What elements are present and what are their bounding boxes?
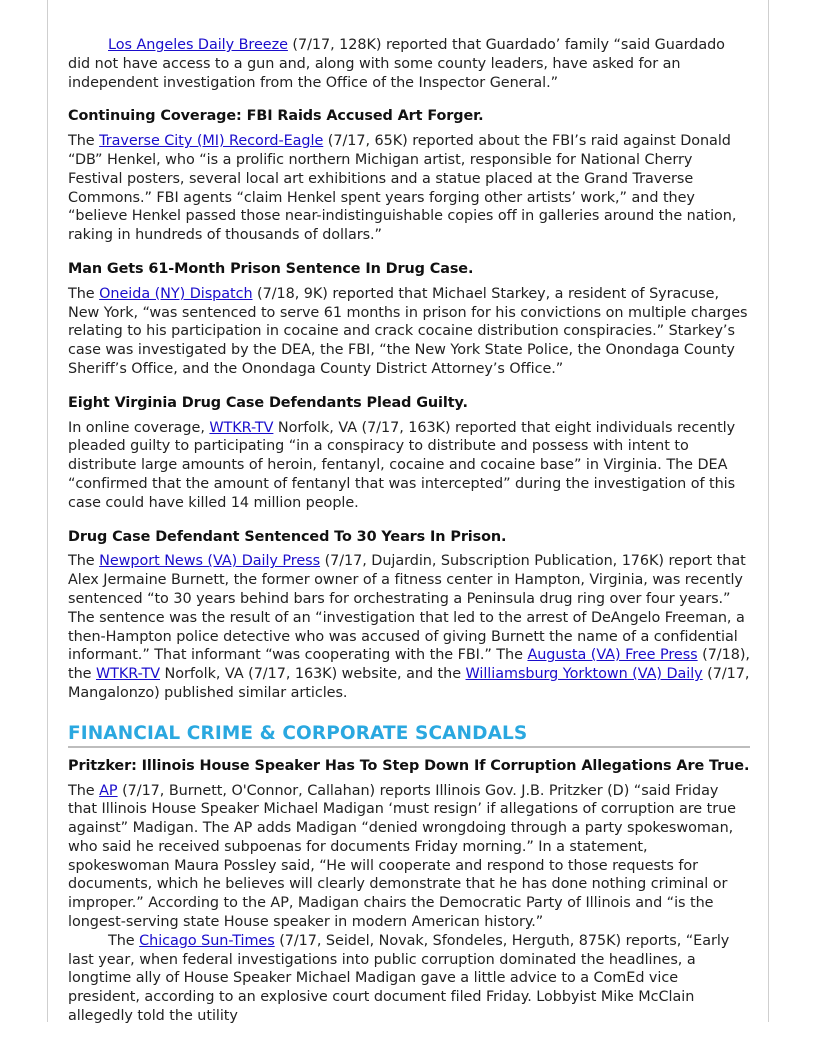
link-traverse-city-record-eagle[interactable]: Traverse City (MI) Record-Eagle — [99, 133, 324, 150]
article-body-continued — [68, 932, 750, 1026]
article-text: (7/17, Seidel, Novak, Sfondeles, Herguth, 875K) reports, “Early last year, when federal investigations into public corruption dominated the headlines, a longtime ally of House Speaker Michael Madigan gave a little advice to a ComEd vice president, according to an explosive court document filed Friday. Lobbyist Mike McClain allegedly told the utility — [68, 932, 730, 1025]
article-text: (7/17, Burnett, O'Connor, Callahan) reports Illinois Gov. J.B. Pritzker (D) “said Friday that Illinois House Speaker Michael Madigan ‘must resign’ if allegations of corruption are true against” Madigan. The AP adds Madigan “denied wrongdoing through a party spokeswoman, who said he received subpoenas for documents Friday morning.” In a statement, spokeswoman Maura Possley said, “He will cooperate and respond to those requests for documents, which he believes will clearly demonstrate that he has done nothing criminal or improper.” According to the AP, Madigan chairs the Democratic Party of Illinois and “is the longest-serving state House speaker in modern American history.” — [68, 782, 736, 931]
article-text: (7/17, Mangalonzo) published similar articles. — [68, 666, 750, 701]
article-title: Drug Case Defendant Sentenced To 30 Years In Prison. — [68, 528, 507, 545]
document-body — [68, 36, 750, 1041]
article-art-forger — [68, 107, 750, 245]
link-wtkr-tv-2[interactable]: WTKR-TV — [96, 666, 161, 683]
article-body — [68, 285, 750, 379]
paragraph-body: (7/17, 128K) reported that Guardado’ family “said Guardado did not have access to a gun and, along with some county leaders, have asked for an independent investigation from the Office of the Inspector General.” — [68, 37, 725, 91]
article-body — [68, 782, 750, 932]
article-title: Eight Virginia Drug Case Defendants Plead Guilty. — [68, 394, 468, 411]
article-lead: In online coverage, — [68, 419, 210, 436]
paragraph-text — [68, 36, 750, 92]
article-title: Continuing Coverage: FBI Raids Accused Art Forger. — [68, 108, 484, 125]
article-text: (7/18), the — [68, 647, 750, 683]
article-lead: The — [68, 553, 100, 570]
link-augusta-free-press[interactable]: Augusta (VA) Free Press — [527, 647, 698, 664]
paragraph-guardado — [68, 36, 750, 92]
article-lead: The — [108, 932, 140, 949]
link-ap[interactable]: AP — [99, 782, 118, 799]
article-title: Pritzker: Illinois House Speaker Has To Step Down If Corruption Allegations Are True. — [68, 757, 750, 774]
link-oneida-dispatch[interactable]: Oneida (NY) Dispatch — [99, 285, 253, 302]
right-margin-rule — [768, 0, 769, 1022]
left-margin-rule — [47, 0, 48, 1022]
link-wtkr-tv[interactable]: WTKR-TV — [209, 419, 274, 436]
article-lead: The — [68, 782, 100, 799]
article-30-years-sentence — [68, 528, 750, 703]
link-williamsburg-yorktown-daily[interactable]: Williamsburg Yorktown (VA) Daily — [465, 666, 703, 683]
article-text: (7/18, 9K) reported that Michael Starkey, a resident of Syracuse, New York, “was sentenced to serve 61 months in prison for his convictions on multiple charges relating to his participation in cocaine and crack cocaine distribution conspiracies.” Starkey’s case was investigated by the DEA, the FBI, “the New York State Police, the Onondaga County Sheriff’s Office, and the Onondaga County District Attorney’s Office.” — [68, 285, 748, 377]
article-text: Norfolk, VA (7/17, 163K) website, and the — [160, 666, 466, 683]
article-body — [68, 132, 750, 245]
link-chicago-sun-times[interactable]: Chicago Sun-Times — [139, 932, 275, 949]
link-los-angeles-daily-breeze[interactable]: Los Angeles Daily Breeze — [108, 37, 288, 53]
article-title: Man Gets 61-Month Prison Sentence In Drug Case. — [68, 260, 474, 277]
section-heading-financial-crime: FINANCIAL CRIME & CORPORATE SCANDALS — [68, 723, 750, 748]
article-pritzker-madigan — [68, 757, 750, 1026]
link-newport-news-daily-press[interactable]: Newport News (VA) Daily Press — [99, 553, 321, 570]
article-virginia-guilty-pleas — [68, 394, 750, 513]
article-body — [68, 419, 750, 513]
article-text: Norfolk, VA (7/17, 163K) reported that eight individuals recently pleaded guilty to participating “in a conspiracy to distribute and possess with intent to distribute large amounts of heroin, fentanyl, cocaine and cocaine base” in Virginia. The DEA “confirmed that the amount of fentanyl that was intercepted” during the investigation of this case could have killed 14 million people. — [68, 419, 736, 511]
article-lead: The — [68, 133, 100, 150]
article-text: (7/17, Dujardin, Subscription Publication, 176K) report that Alex Jermaine Burnett, the former owner of a fitness center in Hampton, Virginia, was recently sentenced “to 30 years behind bars for orchestrating a Peninsula drug ring over four years.” The sentence was the result of an “investigation that led to the arrest of DeAngelo Freeman, a then-Hampton police detective who was accused of giving Burnett the name of a confidential informant.” That informant “was cooperating with the FBI.” The — [68, 553, 746, 664]
article-body — [68, 552, 750, 702]
article-61-month-sentence — [68, 260, 750, 379]
article-text: (7/17, 65K) reported about the FBI’s raid against Donald “DB” Henkel, who “is a prolific northern Michigan artist, responsible for National Cherry Festival posters, several local art exhibitions and a statue placed at the Grand Traverse Commons.” FBI agents “claim Henkel spent years forging other artists’ work,” and they “believe Henkel passed those near-indistinguishable copies off in galleries around the nation, raking in hundreds of thousands of dollars.” — [68, 133, 737, 244]
article-lead: The — [68, 285, 100, 302]
